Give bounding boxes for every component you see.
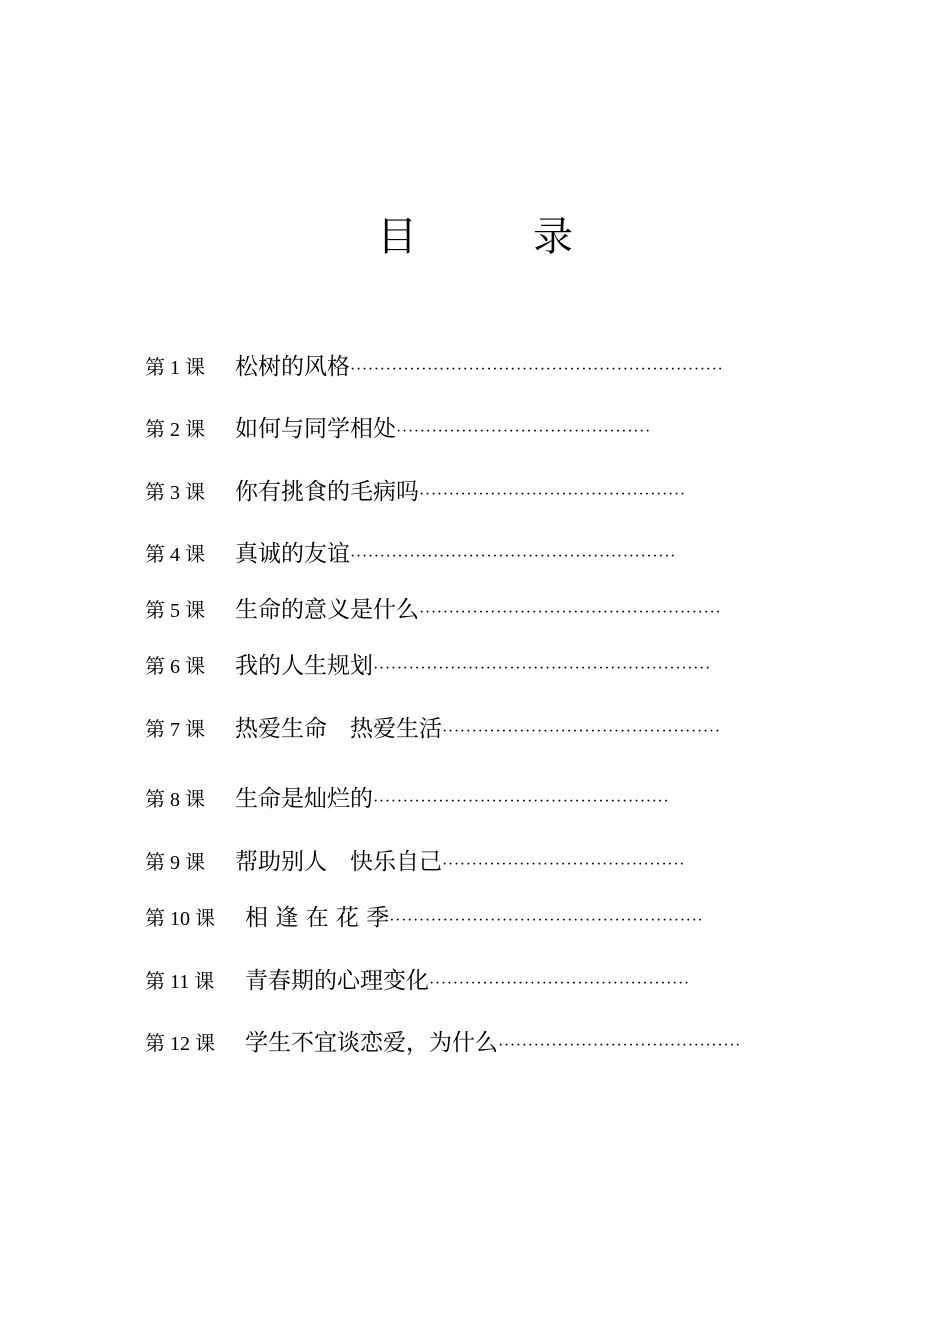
dot-leader: ········································· — [498, 1037, 742, 1054]
toc-entry-8 — [145, 780, 669, 810]
lesson-number: 第 5 课 — [145, 600, 205, 622]
lesson-number: 第 2 课 — [145, 419, 205, 441]
lesson-title: 生命的意义是什么 — [235, 597, 419, 623]
toc-entry-9 — [145, 843, 685, 873]
dot-leader: ························································· — [373, 660, 711, 677]
toc-entry-10 — [145, 899, 703, 929]
toc-entry-5 — [145, 591, 721, 621]
lesson-title: 松树的风格 — [235, 354, 350, 380]
lesson-number: 第 7 课 — [145, 719, 205, 741]
lesson-number: 第 1 课 — [145, 357, 205, 379]
lesson-title: 如何与同学相处 — [235, 416, 396, 442]
lesson-title: 热爱生命 热爱生活 — [235, 716, 442, 742]
toc-entry-2 — [145, 410, 651, 440]
lesson-title: 学生不宜谈恋爱，为什么 — [245, 1030, 498, 1056]
toc-entry-7 — [145, 710, 721, 740]
dot-leader: ········································· — [442, 856, 686, 873]
lesson-title: 生命是灿烂的 — [235, 786, 373, 812]
lesson-title: 你有挑食的毛病吗 — [235, 479, 419, 505]
dot-leader: ·················································· — [373, 793, 670, 810]
toc-entry-12 — [145, 1024, 741, 1054]
dot-leader: ··················································· — [419, 604, 722, 621]
page-title: 目 录 — [377, 214, 611, 260]
toc-entry-6 — [145, 647, 711, 677]
lesson-title: 青春期的心理变化 — [245, 968, 429, 994]
lesson-title: 我的人生规划 — [235, 653, 373, 679]
lesson-title: 帮助别人 快乐自己 — [235, 849, 442, 875]
dot-leader: ··········································· — [396, 423, 651, 440]
lesson-number: 第 10 课 — [145, 908, 215, 930]
dot-leader: ············································· — [419, 486, 686, 503]
dot-leader: ····················································· — [389, 912, 704, 929]
lesson-number: 第 3 课 — [145, 482, 205, 504]
toc-entry-11 — [145, 962, 690, 992]
dot-leader: ······························································· — [350, 361, 724, 378]
toc-entry-4 — [145, 535, 676, 565]
lesson-number: 第 12 课 — [145, 1033, 215, 1055]
dot-leader: ······················································· — [350, 548, 677, 565]
lesson-title: 相 逢 在 花 季 — [245, 905, 390, 931]
lesson-number: 第 9 课 — [145, 852, 205, 874]
lesson-number: 第 4 课 — [145, 544, 205, 566]
lesson-title: 真诚的友谊 — [235, 541, 350, 567]
dot-leader: ··············································· — [442, 723, 721, 740]
lesson-number: 第 11 课 — [145, 971, 215, 993]
toc-entry-1 — [145, 348, 723, 378]
lesson-number: 第 8 课 — [145, 789, 205, 811]
lesson-number: 第 6 课 — [145, 656, 205, 678]
toc-entry-3 — [145, 473, 686, 503]
dot-leader: ············································ — [429, 975, 690, 992]
